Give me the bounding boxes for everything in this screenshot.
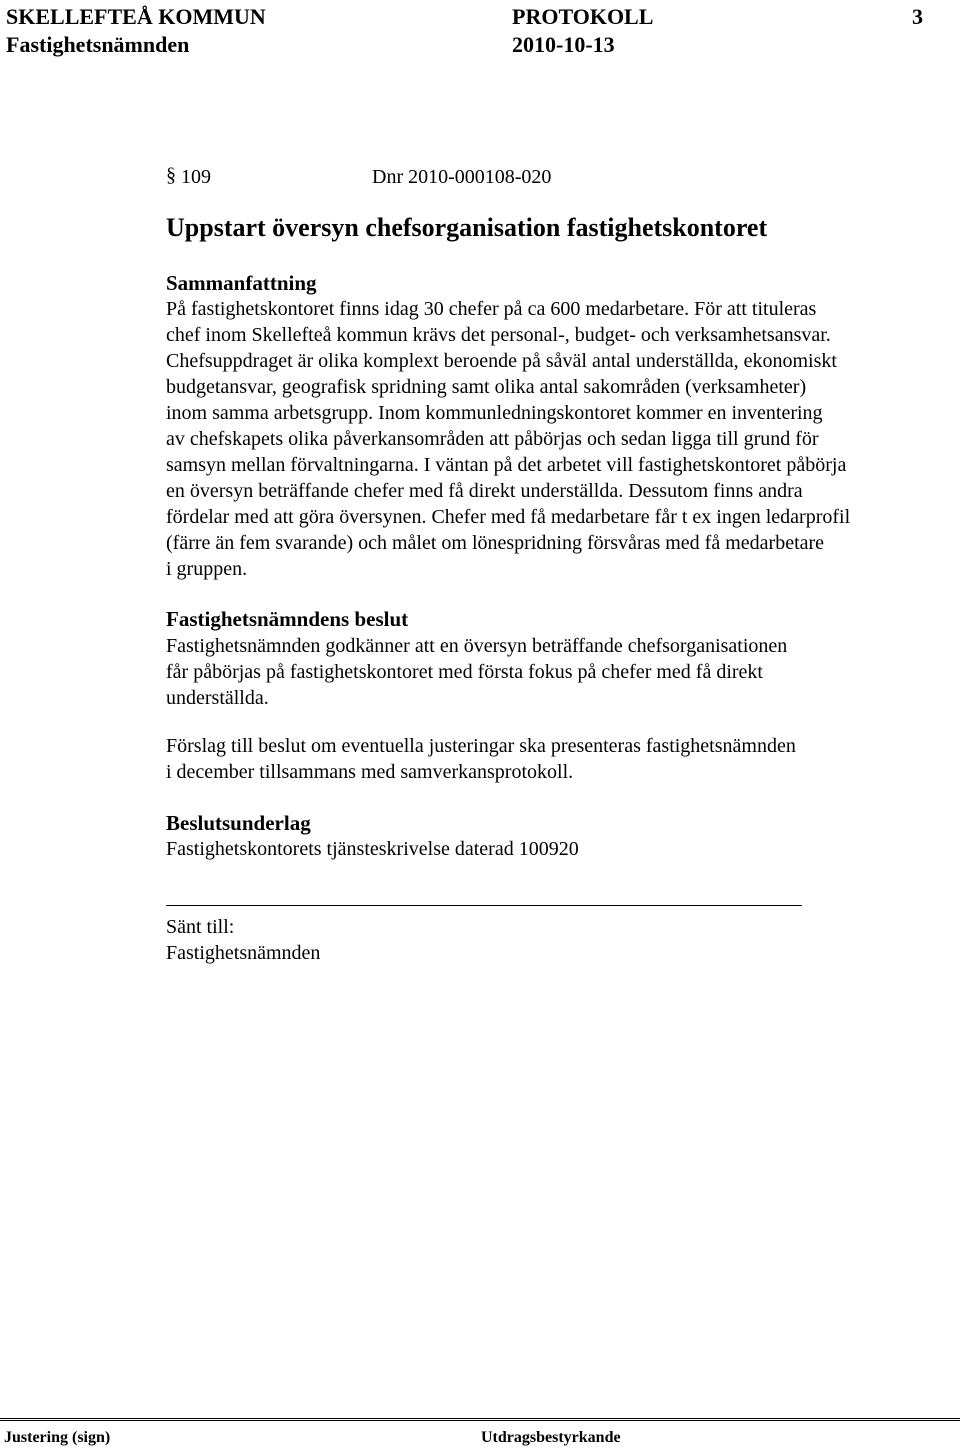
summary-line: På fastighetskontoret finns idag 30 chefer på ca 600 medarbetare. För att tituleras — [166, 298, 817, 320]
footer-justering: Justering (sign) — [4, 1429, 111, 1446]
meeting-date: 2010-10-13 — [512, 32, 615, 57]
summary-heading: Sammanfattning — [166, 271, 317, 295]
paragraph-symbol: § — [166, 164, 176, 186]
summary-line: samsyn mellan förvaltningarna. I väntan på det arbetet vill fastighetskontoret påbörja — [166, 454, 847, 476]
signature-line — [166, 905, 802, 906]
summary-line: chef inom Skellefteå kommun krävs det personal-, budget- och verksamhetsansvar. — [166, 324, 831, 346]
decision-line: i december tillsammans med samverkansprotokoll. — [166, 761, 574, 783]
summary-line: inom samma arbetsgrupp. Inom kommunledningskontoret kommer en inventering — [166, 402, 823, 424]
decision-line: underställda. — [166, 687, 269, 709]
decision-paragraph-1 — [166, 633, 956, 711]
decision-heading: Fastighetsnämndens beslut — [166, 607, 409, 631]
decision-line: får påbörjas på fastighetskontoret med första fokus på chefer med få direkt — [166, 661, 763, 683]
footer-utdragsbestyrkande: Utdragsbestyrkande — [481, 1429, 621, 1446]
summary-paragraph — [166, 296, 956, 582]
municipality-name: SKELLEFTEÅ KOMMUN — [6, 4, 266, 29]
basis-text: Fastighetskontorets tjänsteskrivelse daterad 100920 — [166, 838, 579, 860]
decision-paragraph-2 — [166, 733, 956, 785]
dnr-reference: Dnr 2010-000108-020 — [372, 166, 552, 188]
sent-to-label: Sänt till: — [166, 916, 235, 938]
summary-line: budgetansvar, geografisk spridning samt olika antal sakområden (verksamheter) — [166, 376, 807, 398]
summary-line: av chefskapets olika påverkansområden att påbörjas och sedan ligga till grund för — [166, 428, 819, 450]
decision-line: Förslag till beslut om eventuella justeringar ska presenteras fastighetsnämnden — [166, 735, 796, 757]
item-title: Uppstart översyn chefsorganisation fastighetskontoret — [166, 213, 768, 242]
summary-line: en översyn beträffande chefer med få direkt underställda. Dessutom finns andra — [166, 480, 803, 502]
page-number: 3 — [912, 4, 923, 29]
summary-line: i gruppen. — [166, 558, 248, 580]
footer-divider — [0, 1418, 960, 1419]
footer-divider — [0, 1420, 960, 1421]
summary-line: fördelar med att göra översynen. Chefer med få medarbetare får t ex ingen ledarprofil — [166, 506, 851, 528]
sent-to-recipient: Fastighetsnämnden — [166, 942, 321, 964]
document-type: PROTOKOLL — [512, 4, 654, 29]
summary-line: (färre än fem svarande) och målet om lönespridning försvåras med få medarbetare — [166, 532, 825, 554]
decision-line: Fastighetsnämnden godkänner att en översyn beträffande chefsorganisationen — [166, 635, 788, 657]
paragraph-number: 109 — [181, 166, 211, 188]
committee-name: Fastighetsnämnden — [6, 32, 190, 57]
summary-line: Chefsuppdraget är olika komplext beroende på såväl antal underställda, ekonomiskt — [166, 350, 837, 372]
basis-heading: Beslutsunderlag — [166, 811, 311, 835]
